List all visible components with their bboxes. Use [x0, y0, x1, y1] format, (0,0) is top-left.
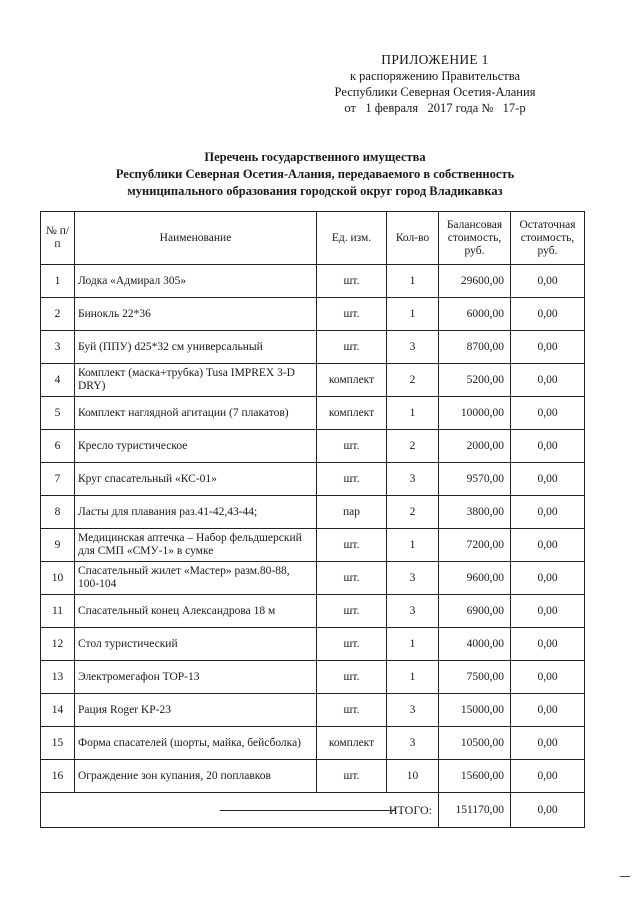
- cell-qty: 3: [387, 727, 439, 760]
- cell-qty: 2: [387, 496, 439, 529]
- total-residual: 0,00: [511, 793, 585, 828]
- cell-name: Кресло туристическое: [75, 430, 317, 463]
- cell-num: 9: [41, 529, 75, 562]
- cell-name: Бинокль 22*36: [75, 298, 317, 331]
- table-row: [41, 298, 585, 331]
- document-heading: [60, 149, 570, 200]
- cell-name: Комплект (маска+трубка) Tusa IMPREX 3-D DRY): [75, 364, 317, 397]
- cell-unit: шт.: [317, 331, 387, 364]
- cell-num: 4: [41, 364, 75, 397]
- header-name: Наименование: [75, 212, 317, 265]
- header-num: № п/п: [41, 212, 75, 265]
- table-row: [41, 265, 585, 298]
- table-row: [41, 628, 585, 661]
- table-row: [41, 727, 585, 760]
- cell-unit: шт.: [317, 595, 387, 628]
- appendix-line-1: к распоряжению Правительства: [349, 69, 520, 83]
- cell-residual: 0,00: [511, 463, 585, 496]
- header-residual: Остаточная стоимость, руб.: [511, 212, 585, 265]
- signature-divider: [220, 810, 396, 811]
- cell-balance: 2000,00: [439, 430, 511, 463]
- cell-num: 7: [41, 463, 75, 496]
- cell-num: 2: [41, 298, 75, 331]
- cell-name: Форма спасателей (шорты, майка, бейсболка): [75, 727, 317, 760]
- cell-balance: 9570,00: [439, 463, 511, 496]
- table-row: [41, 430, 585, 463]
- cell-name: Круг спасательный «КС-01»: [75, 463, 317, 496]
- cell-unit: шт.: [317, 529, 387, 562]
- table-row: [41, 496, 585, 529]
- cell-unit: шт.: [317, 265, 387, 298]
- header-unit: Ед. изм.: [317, 212, 387, 265]
- cell-residual: 0,00: [511, 628, 585, 661]
- table-row: [41, 694, 585, 727]
- heading-line-3: муниципального образования городской округ город Владикавказ: [127, 184, 503, 198]
- header-qty: Кол-во: [387, 212, 439, 265]
- cell-unit: пар: [317, 496, 387, 529]
- cell-name: Буй (ППУ) d25*32 см универсальный: [75, 331, 317, 364]
- cell-name: Комплект наглядной агитации (7 плакатов): [75, 397, 317, 430]
- cell-name: Электромегафон ТОР-13: [75, 661, 317, 694]
- table-row: [41, 529, 585, 562]
- cell-name: Спасательный жилет «Мастер» разм.80-88, 100-104: [75, 562, 317, 595]
- cell-num: 16: [41, 760, 75, 793]
- cell-name: Спасательный конец Александрова 18 м: [75, 595, 317, 628]
- cell-num: 6: [41, 430, 75, 463]
- cell-residual: 0,00: [511, 595, 585, 628]
- cell-num: 12: [41, 628, 75, 661]
- cell-num: 13: [41, 661, 75, 694]
- table-row: [41, 562, 585, 595]
- cell-name: Ласты для плавания раз.41-42,43-44;: [75, 496, 317, 529]
- cell-unit: шт.: [317, 694, 387, 727]
- table-row: [41, 595, 585, 628]
- cell-balance: 5200,00: [439, 364, 511, 397]
- cell-name: Лодка «Адмирал 305»: [75, 265, 317, 298]
- cell-qty: 1: [387, 529, 439, 562]
- table-row: [41, 463, 585, 496]
- cell-num: 1: [41, 265, 75, 298]
- cell-name: Медицинская аптечка – Набор фельдшерский для СМП «СМУ-1» в сумке: [75, 529, 317, 562]
- cell-qty: 2: [387, 430, 439, 463]
- cell-balance: 7500,00: [439, 661, 511, 694]
- cell-residual: 0,00: [511, 496, 585, 529]
- cell-balance: 15600,00: [439, 760, 511, 793]
- cell-qty: 1: [387, 628, 439, 661]
- cell-balance: 29600,00: [439, 265, 511, 298]
- cell-unit: комплект: [317, 727, 387, 760]
- cell-num: 15: [41, 727, 75, 760]
- cell-num: 10: [41, 562, 75, 595]
- table-row: [41, 364, 585, 397]
- property-table: [40, 211, 585, 828]
- total-balance: 151170,00: [439, 793, 511, 828]
- cell-num: 11: [41, 595, 75, 628]
- cell-qty: 2: [387, 364, 439, 397]
- cell-unit: комплект: [317, 364, 387, 397]
- cell-qty: 3: [387, 694, 439, 727]
- cell-qty: 1: [387, 397, 439, 430]
- cell-balance: 3800,00: [439, 496, 511, 529]
- cell-qty: 3: [387, 463, 439, 496]
- cell-qty: 1: [387, 265, 439, 298]
- cell-unit: шт.: [317, 562, 387, 595]
- cell-residual: 0,00: [511, 562, 585, 595]
- cell-qty: 1: [387, 661, 439, 694]
- heading-line-1: Перечень государственного имущества: [204, 150, 426, 164]
- cell-unit: комплект: [317, 397, 387, 430]
- cell-name: Рация Roger KP-23: [75, 694, 317, 727]
- appendix-line-2: Республики Северная Осетия-Алания: [334, 85, 536, 99]
- cell-qty: 3: [387, 562, 439, 595]
- cell-residual: 0,00: [511, 397, 585, 430]
- cell-unit: шт.: [317, 463, 387, 496]
- table-row: [41, 661, 585, 694]
- table-row: [41, 760, 585, 793]
- table-row: [41, 397, 585, 430]
- cell-residual: 0,00: [511, 298, 585, 331]
- cell-qty: 3: [387, 595, 439, 628]
- cell-balance: 6900,00: [439, 595, 511, 628]
- cell-residual: 0,00: [511, 265, 585, 298]
- cell-balance: 15000,00: [439, 694, 511, 727]
- cell-balance: 8700,00: [439, 331, 511, 364]
- cell-num: 8: [41, 496, 75, 529]
- cell-balance: 6000,00: [439, 298, 511, 331]
- cell-unit: шт.: [317, 760, 387, 793]
- cell-balance: 9600,00: [439, 562, 511, 595]
- cell-qty: 1: [387, 298, 439, 331]
- cell-residual: 0,00: [511, 760, 585, 793]
- cell-residual: 0,00: [511, 661, 585, 694]
- cell-residual: 0,00: [511, 727, 585, 760]
- cell-name: Ограждение зон купания, 20 поплавков: [75, 760, 317, 793]
- cell-balance: 10500,00: [439, 727, 511, 760]
- total-label: ИТОГО:: [41, 793, 439, 828]
- cell-num: 3: [41, 331, 75, 364]
- cell-qty: 3: [387, 331, 439, 364]
- table-header-row: [41, 212, 585, 265]
- cell-residual: 0,00: [511, 364, 585, 397]
- cell-balance: 10000,00: [439, 397, 511, 430]
- cell-unit: шт.: [317, 661, 387, 694]
- table-row: [41, 331, 585, 364]
- appendix-title: ПРИЛОЖЕНИЕ 1: [381, 52, 489, 67]
- cell-unit: шт.: [317, 628, 387, 661]
- cell-num: 5: [41, 397, 75, 430]
- cell-unit: шт.: [317, 430, 387, 463]
- cell-num: 14: [41, 694, 75, 727]
- appendix-line-3: от 1 февраля 2017 года № 17-р: [344, 101, 526, 115]
- heading-line-2: Республики Северная Осетия-Алания, передаваемого в собственность: [115, 167, 515, 181]
- appendix-block: [300, 52, 570, 116]
- cell-unit: шт.: [317, 298, 387, 331]
- cell-balance: 4000,00: [439, 628, 511, 661]
- cell-name: Стол туристический: [75, 628, 317, 661]
- cell-residual: 0,00: [511, 694, 585, 727]
- cell-balance: 7200,00: [439, 529, 511, 562]
- page-edge-mark: [620, 876, 630, 877]
- cell-qty: 10: [387, 760, 439, 793]
- cell-residual: 0,00: [511, 331, 585, 364]
- cell-residual: 0,00: [511, 529, 585, 562]
- header-balance: Балансовая стоимость, руб.: [439, 212, 511, 265]
- cell-residual: 0,00: [511, 430, 585, 463]
